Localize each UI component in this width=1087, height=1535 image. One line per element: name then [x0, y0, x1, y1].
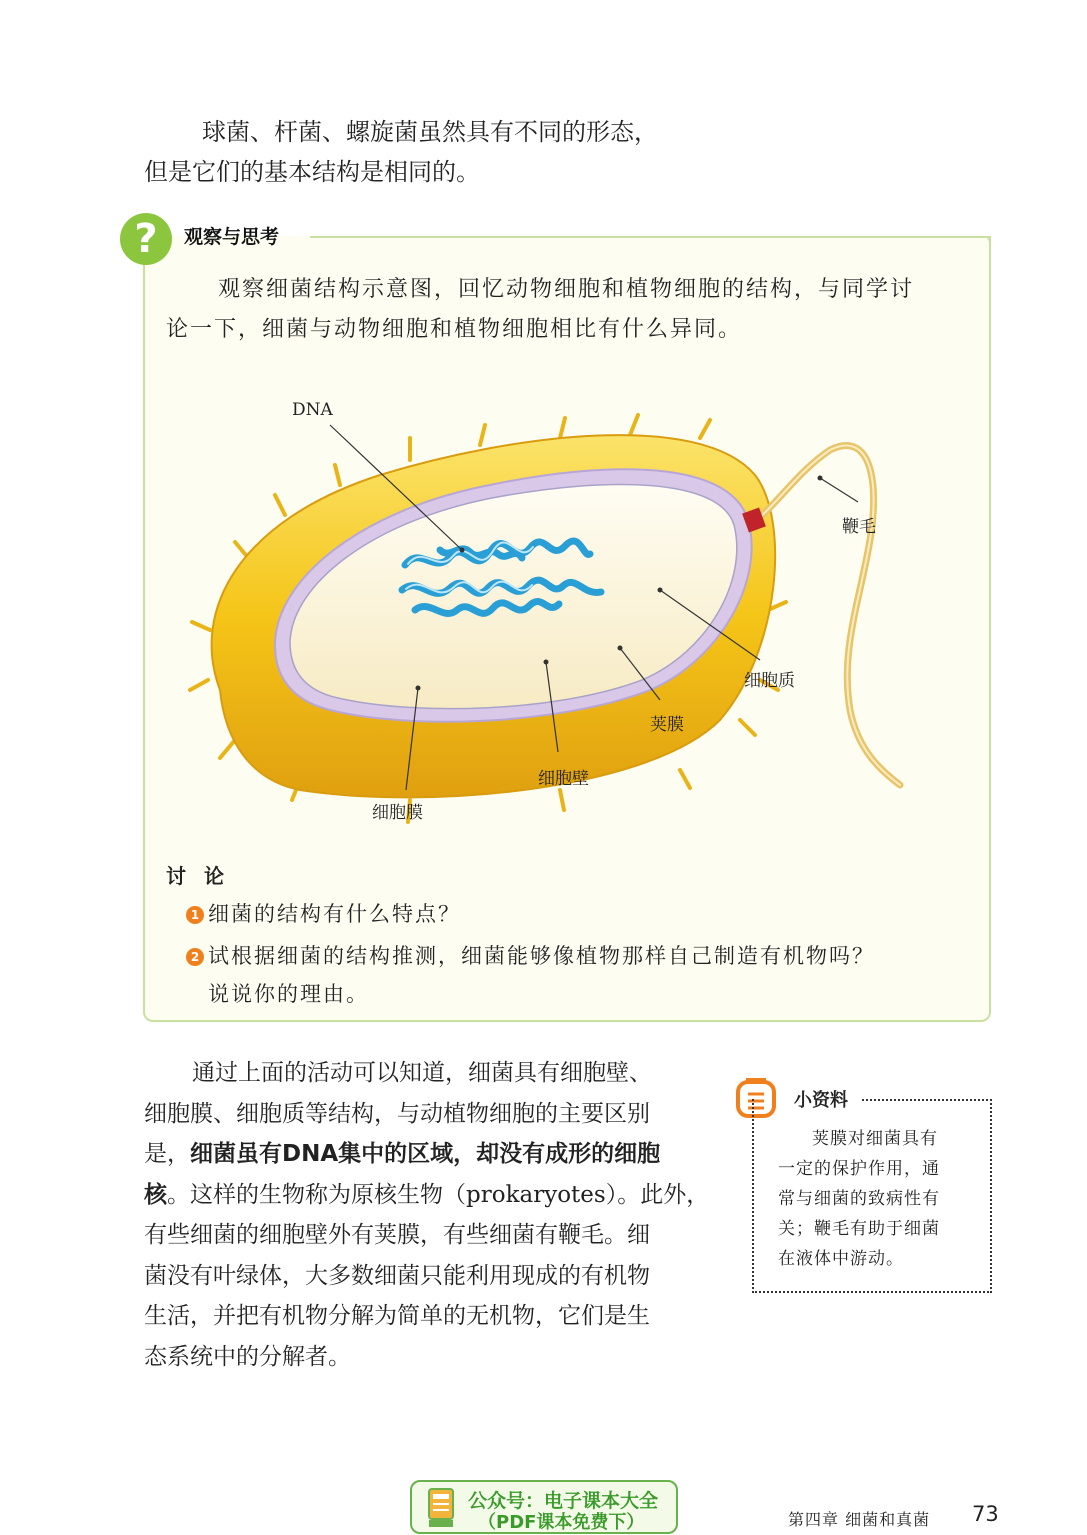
question-1-text: 细菌的结构有什么特点？ [208, 902, 461, 926]
label-cell-wall: 细胞壁 [538, 769, 589, 789]
question-2-text: 试根据细菌的结构推测，细菌能够像植物那样自己制造有机物吗？ [208, 944, 875, 968]
observe-line-1: 观察细菌结构示意图，回忆动物细胞和植物细胞的结构，与同学讨 [218, 277, 915, 302]
bacteria-structure-diagram [180, 390, 940, 830]
observe-title-rule [310, 236, 990, 238]
intro-line-1: 球菌、杆菌、螺旋菌虽然具有不同的形态， [202, 118, 658, 146]
para-line-7: 生活，并把有机物分解为简单的无机物，它们是生 [144, 1303, 650, 1329]
discussion-question-2 [186, 940, 875, 970]
question-mark-icon: ? [120, 213, 172, 265]
label-dna: DNA [292, 400, 333, 420]
discussion-question-1 [186, 898, 461, 928]
label-flagellum: 鞭毛 [842, 517, 876, 537]
sidebar-title: 小资料 [794, 1090, 848, 1111]
label-cytoplasm: 细胞质 [744, 671, 795, 691]
intro-line-2: 但是它们的基本结构是相同的。 [144, 158, 480, 186]
para-line-4: 核。这样的生物称为原核生物（prokaryotes）。此外， [144, 1181, 710, 1208]
watermark-line-1: 公众号：电子课本大全 [468, 1490, 659, 1512]
label-cell-membrane: 细胞膜 [372, 803, 423, 823]
para-line-6: 菌没有叶绿体，大多数细菌只能利用现成的有机物 [144, 1262, 650, 1289]
flagellum [755, 446, 900, 785]
para-line-1: 通过上面的活动可以知道，细菌具有细胞壁、 [192, 1060, 652, 1086]
para-line-5: 有些细菌的细胞壁外有荚膜，有些细菌有鞭毛。细 [144, 1222, 650, 1248]
observe-title: 观察与思考 [184, 226, 280, 248]
watermark-line-2: （PDF课本免费下） [478, 1512, 645, 1533]
number-2-icon: 2 [186, 948, 204, 966]
key-point-bold: 细菌虽有DNA集中的区域，却没有成形的细胞 [190, 1141, 661, 1167]
watermark-badge [410, 1480, 678, 1534]
book-icon [428, 1488, 454, 1528]
para-line-2: 细胞膜、细胞质等结构，与动植物细胞的主要区别 [144, 1100, 650, 1127]
observe-instructions [166, 270, 978, 350]
intro-paragraph [144, 112, 724, 192]
observe-line-2: 论一下，细菌与动物细胞和植物细胞相比有什么异同。 [166, 317, 743, 342]
page-number: 73 [972, 1502, 999, 1526]
discussion-title: 讨论 [166, 864, 242, 888]
body-paragraph [144, 1053, 710, 1377]
para-line-8: 态系统中的分解者。 [144, 1343, 351, 1370]
label-capsule: 荚膜 [650, 715, 684, 735]
question-2-continuation: 说说你的理由。 [208, 982, 369, 1006]
number-1-icon: 1 [186, 906, 204, 924]
sidebar-text: 荚膜对细菌具有 一定的保护作用，通 常与细菌的致病性有 关；鞭毛有助于细菌 在液体中游动。 [778, 1129, 940, 1269]
chapter-title: 第四章 细菌和真菌 [788, 1510, 931, 1529]
para-line-3: 是，细菌虽有DNA集中的区域，却没有成形的细胞 [144, 1141, 661, 1167]
